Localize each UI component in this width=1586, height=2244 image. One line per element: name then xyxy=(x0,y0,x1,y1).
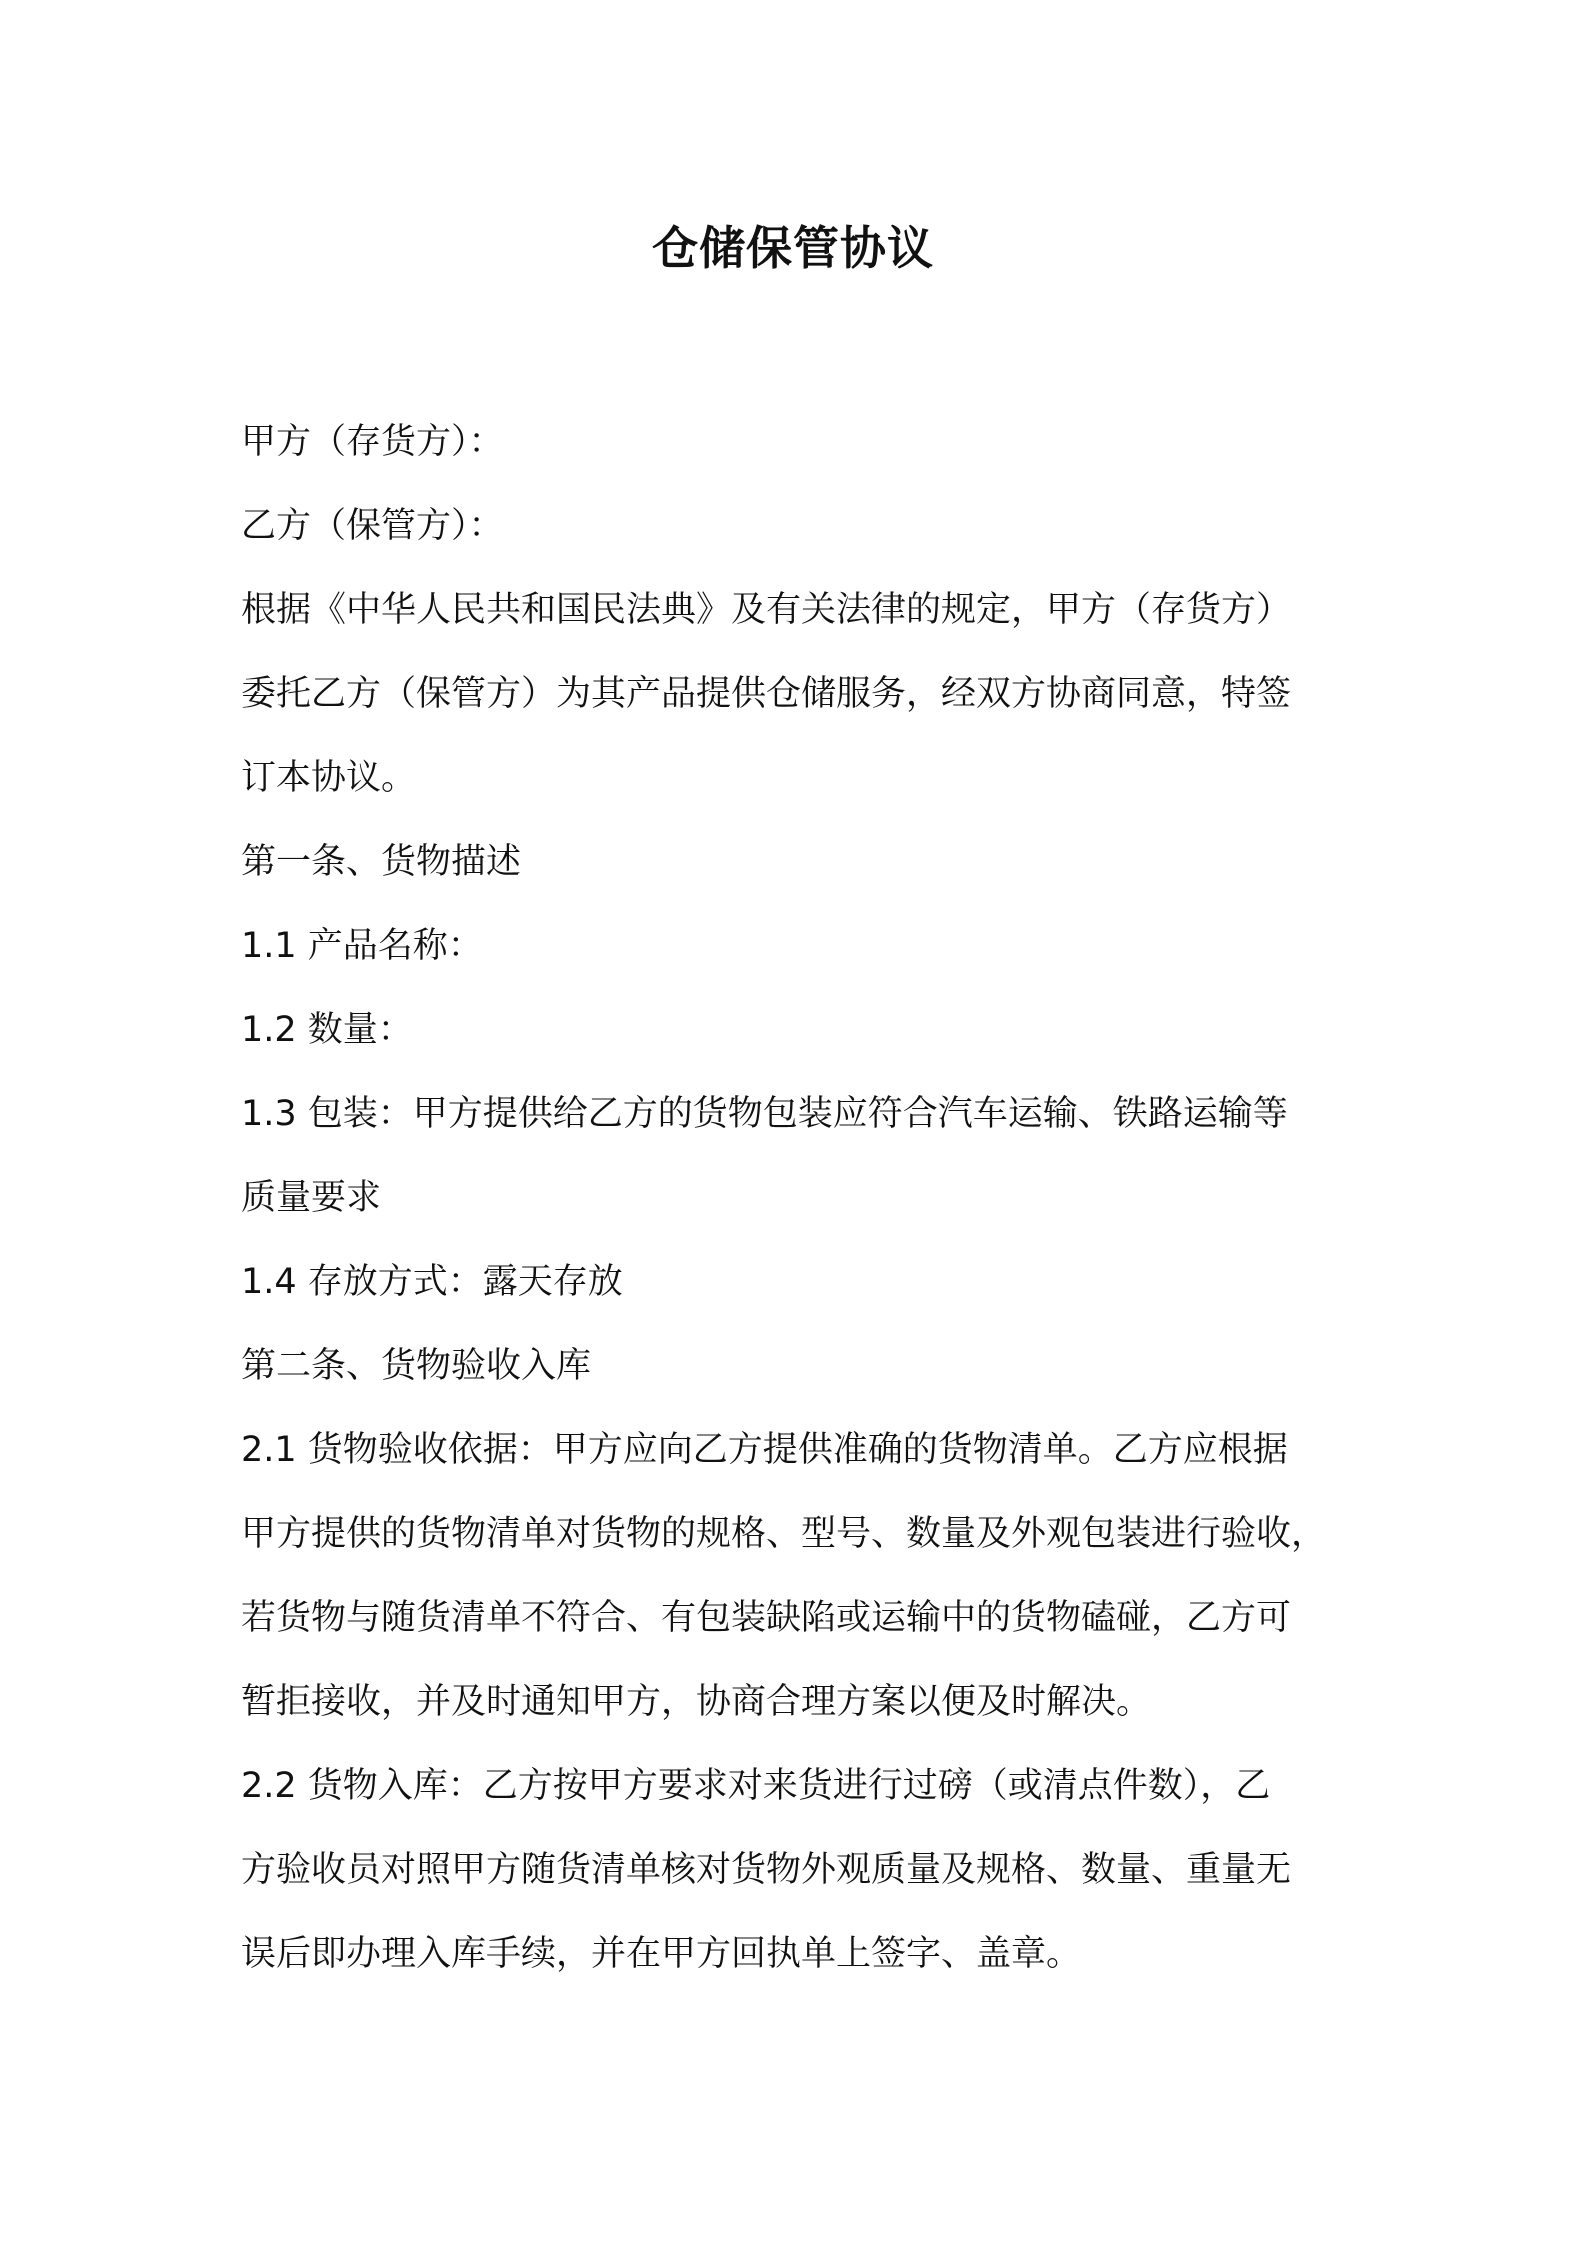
clause-2-2-line-3: 误后即办理入库手续，并在甲方回执单上签字、盖章。 xyxy=(241,1934,1082,1974)
clause-1-4: 1.4 存放方式：露天存放 xyxy=(241,1262,623,1302)
clause-1-3-line-2: 质量要求 xyxy=(241,1178,382,1218)
preamble-line-3: 订本协议。 xyxy=(241,758,417,798)
article-2-heading: 第二条、货物验收入库 xyxy=(241,1346,592,1386)
clause-1-3-line-1: 1.3 包装：甲方提供给乙方的货物包装应符合汽车运输、铁路运输等 xyxy=(241,1094,1288,1134)
preamble-paragraph xyxy=(241,568,1357,820)
clause-2-1-line-4: 暂拒接收，并及时通知甲方，协商合理方案以便及时解决。 xyxy=(241,1682,1152,1722)
clause-2-2-line-1: 2.2 货物入库：乙方按甲方要求对来货进行过磅（或清点件数），乙 xyxy=(241,1766,1271,1806)
preamble-line-2: 委托乙方（保管方）为其产品提供仓储服务，经双方协商同意，特签 xyxy=(241,674,1292,714)
party-b-line: 乙方（保管方）： xyxy=(241,506,504,546)
document-title: 仓储保管协议 xyxy=(652,221,934,275)
clause-2-2-line-2: 方验收员对照甲方随货清单核对货物外观质量及规格、数量、重量无 xyxy=(241,1850,1292,1890)
party-a-line: 甲方（存货方）： xyxy=(241,422,504,462)
clause-2-1 xyxy=(241,1408,1357,1744)
preamble-line-1: 根据《中华人民共和国民法典》及有关法律的规定，甲方（存货方） xyxy=(241,590,1292,630)
document-body xyxy=(241,400,1357,1996)
article-1-heading: 第一条、货物描述 xyxy=(241,842,522,882)
clause-2-1-line-3: 若货物与随货清单不符合、有包装缺陷或运输中的货物磕碰，乙方可 xyxy=(241,1598,1292,1638)
clause-1-1: 1.1 产品名称： xyxy=(241,926,483,966)
clause-2-2 xyxy=(241,1744,1357,1996)
clause-2-1-line-1: 2.1 货物验收依据：甲方应向乙方提供准确的货物清单。乙方应根据 xyxy=(241,1430,1288,1470)
clause-2-1-line-2: 甲方提供的货物清单对货物的规格、型号、数量及外观包装进行验收， xyxy=(241,1514,1327,1554)
clause-1-2: 1.2 数量： xyxy=(241,1010,413,1050)
clause-1-3 xyxy=(241,1072,1357,1240)
